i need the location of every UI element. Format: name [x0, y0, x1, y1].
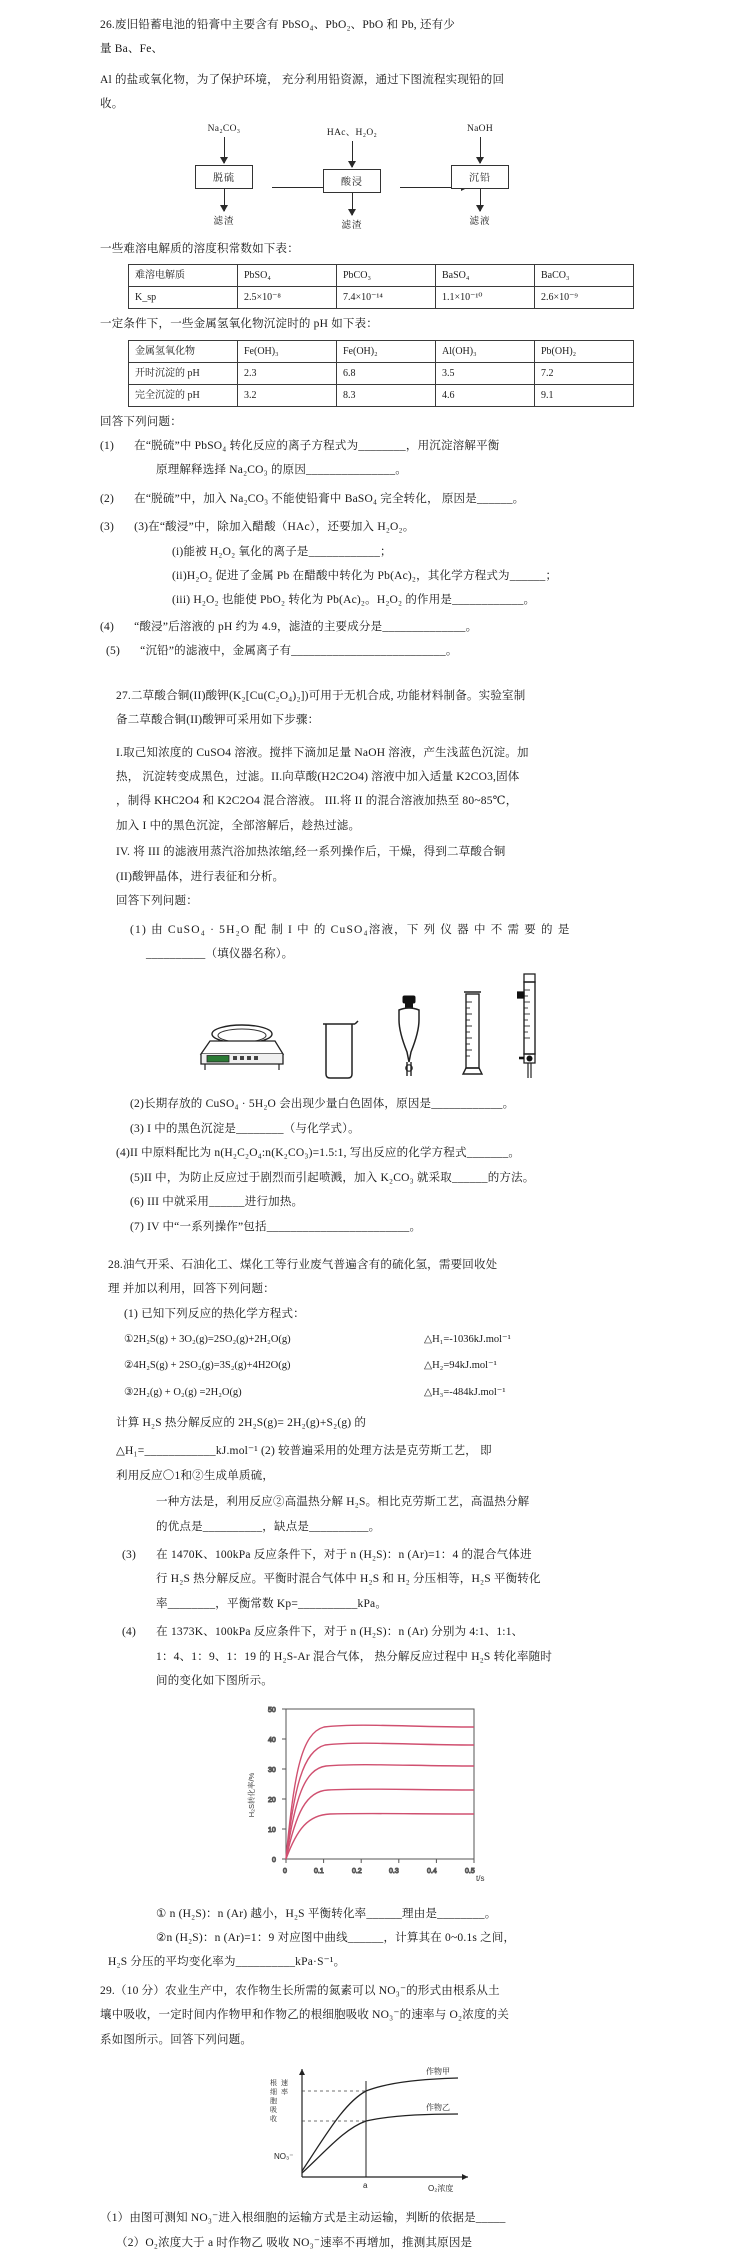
equation-1-text: 2H₂S(g) + 3O₂(g)=2SO₂(g)+2H₂O(g)	[133, 1334, 291, 1346]
equation-3-lhs	[124, 1380, 424, 1406]
table2-start-0: 2.3	[238, 362, 337, 384]
q28-chart-question-2: ②n (H₂S)：n (Ar)=1：9 对应图中曲线______，计算其在 0~0.1s 之间，	[156, 1932, 516, 1944]
q26-item-1	[100, 435, 640, 457]
q26-stem-line2: 量 Ba、Fe、	[100, 43, 164, 56]
lead-recovery-flowchart	[100, 124, 640, 232]
q26-item-3-sub-2: (ii)H₂O₂ 促进了金属 Pb 在醋酸中转化为 Pb(Ac)₂，其化学方程式为______；	[172, 570, 558, 583]
q28-stem-line1: 28.油气开采、石油化工、煤化工等行业废气普遍含有的硫化氢，需要回收处	[108, 1258, 498, 1271]
q28-calc-line4: 一种方法是，利用反应②高温热分解 H₂S。相比克劳斯工艺，高温热分解	[156, 1496, 530, 1509]
flow-out-arrow-1	[224, 189, 225, 211]
svg-text:作物乙: 作物乙	[426, 2103, 450, 2113]
table1-col-2: BaSO₄	[436, 265, 535, 287]
q26-item-3-sub-3: (iii) H₂O₂ 也能使 PbO₂ 转化为 Pb(Ac)₂。H₂O₂ 的作用是____________。	[172, 594, 536, 607]
equation-2-enthalpy: △H₂=94kJ.mol⁻¹	[424, 1360, 497, 1372]
table-row	[129, 362, 634, 384]
flow-output-3: 滤液	[469, 216, 491, 227]
q26-item-3-num: (3)	[100, 521, 115, 534]
flow-output-2: 滤渣	[341, 220, 363, 231]
curve-crop-b	[302, 2114, 458, 2173]
svg-text:O₂浓度: O₂浓度	[428, 2184, 454, 2194]
svg-text:40: 40	[268, 1736, 276, 1744]
q27-proc-line2: 热， 沉淀转变成黑色，过滤。II.向草酸(H2C2O4) 溶液中加入适量 K2CO3,固体	[116, 771, 520, 784]
svg-text:速: 速	[281, 2080, 288, 2088]
q26-stem-line4: 收。	[100, 98, 124, 111]
table-row	[129, 384, 634, 406]
graduated-cylinder-icon	[457, 988, 487, 1089]
table2-start-1: 6.8	[337, 362, 436, 384]
q28-item-3-num: (3)	[122, 1549, 137, 1562]
table2-complete-2: 4.6	[436, 384, 535, 406]
question-29	[100, 1980, 640, 2254]
q26-answer-prompt: 回答下列问题：	[100, 415, 182, 428]
table2-col-3: Pb(OH)₂	[535, 340, 634, 362]
svg-text:H₂S转化率/%: H₂S转化率/%	[247, 1772, 256, 1817]
q26-stem-line1: 26.废旧铅蓄电池的铅膏中主要含有 PbSO₄、PbO₂、PbO 和 Pb, 还有少	[100, 19, 456, 31]
q27-proc-line4: 加入 I 中的黑色沉淀，全部溶解后，趁热过滤。	[116, 819, 361, 832]
q26-stem-line3: Al 的盐或氧化物，为了保护环境， 充分利用铅资源，通过下图流程实现铅的回	[100, 73, 505, 86]
q26-item-2	[100, 488, 640, 510]
table1-row-header-1: K_sp	[129, 287, 238, 309]
table1-col-3: BaCO₃	[535, 265, 634, 287]
table2-complete-0: 3.2	[238, 384, 337, 406]
table1-col-0: PbSO₄	[238, 265, 337, 287]
flow-output-1: 滤渣	[213, 216, 235, 227]
svg-text:0: 0	[272, 1856, 276, 1864]
table1-val-2: 1.1×10⁻¹⁰	[436, 287, 535, 309]
flow-step-1	[176, 124, 272, 227]
table-row	[129, 265, 634, 287]
flow-reagent-1: Na₂CO₃	[207, 123, 241, 134]
q29-stem-line2: 壤中吸收，一定时间内作物甲和作物乙的根细胞吸收 NO₃⁻的速率与 O₂浓度的关	[100, 2009, 510, 2022]
q28-calc-line1: 计算 H₂S 热分解反应的 2H₂S(g)= 2H₂(g)+S₂(g) 的	[116, 1416, 367, 1429]
table2-col-2: Al(OH)₃	[436, 340, 535, 362]
flow-reagent-3: NaOH	[467, 123, 493, 134]
table2-col-1: Fe(OH)₂	[337, 340, 436, 362]
svg-text:t/s: t/s	[476, 1873, 485, 1883]
table2-complete-1: 8.3	[337, 384, 436, 406]
svg-text:50: 50	[268, 1706, 276, 1714]
flow-out-arrow-3	[480, 189, 481, 211]
equation-2-text: 4H₂S(g) + 2SO₂(g)=3S₂(g)+4H2O(g)	[133, 1360, 291, 1372]
q26-item-5-line1: “沉铅”的滤液中，金属离子有__________________________。	[140, 645, 458, 658]
solubility-product-table	[128, 264, 634, 309]
q27-answer-prompt: 回答下列问题：	[116, 895, 198, 908]
q28-calc-line3: 利用反应〇1和②生成单质硫，	[116, 1469, 275, 1482]
q26-item-4-line1: “酸浸”后溶液的 pH 约为 4.9，滤渣的主要成分是______________。	[134, 620, 478, 633]
q27-proc-line1: I.取己知浓度的 CuSO4 溶液。搅拌下滴加足量 NaOH 溶液，产生浅蓝色沉淀。加	[116, 746, 529, 759]
table-row	[129, 340, 634, 362]
equation-3-text: 2H₂(g) + O₂(g) =2H₂O(g)	[133, 1386, 242, 1398]
equation-2-mark: ②	[124, 1360, 134, 1372]
equation-2-lhs	[124, 1353, 424, 1379]
question-27	[100, 685, 640, 1238]
table2-col-0: Fe(OH)₃	[238, 340, 337, 362]
q28-item-3-line2: 行 H₂S 热分解反应。平衡时混合气体中 H₂S 和 H₂ 分压相等，H₂S 平衡转化	[156, 1573, 541, 1586]
svg-text:0.1: 0.1	[314, 1867, 324, 1875]
svg-text:NO₃⁻: NO₃⁻	[274, 2152, 294, 2162]
q27-item-1-line2: __________（填仪器名称）。	[146, 947, 294, 960]
table1-val-3: 2.6×10⁻⁹	[535, 287, 634, 309]
flow-in-arrow-2	[352, 141, 353, 167]
q26-item-3	[100, 516, 640, 538]
table-row	[129, 287, 634, 309]
nitrate-uptake-chart	[100, 2055, 640, 2205]
thermochem-equation-1	[100, 1327, 640, 1353]
table1-row-header-0: 难溶电解质	[129, 265, 238, 287]
svg-text:吸: 吸	[270, 2107, 277, 2115]
q27-proc-line6: (II)酸钾晶体，进行表征和分析。	[116, 870, 285, 883]
thermochem-equation-3	[100, 1380, 640, 1406]
q28-item-3-line3: 率________，平衡常数 Kp=__________kPa。	[156, 1597, 388, 1610]
q29-stem-line3: 系如图所示。回答下列问题。	[100, 2033, 253, 2046]
svg-text:a: a	[363, 2181, 368, 2191]
q28-item-4-line3: 间的变化如下图所示。	[156, 1675, 273, 1688]
q27-proc-line3: ，制得 KHC2O4 和 K2C2O4 混合溶液。 III.将 II 的混合溶液加热至 80~85℃，	[116, 795, 518, 808]
svg-text:0.5: 0.5	[465, 1867, 475, 1875]
equation-1-enthalpy: △H₁=-1036kJ.mol⁻¹	[424, 1334, 511, 1346]
table2-start-3: 7.2	[535, 362, 634, 384]
q27-stem-line1: 27.二草酸合铜(II)酸钾(K₂[Cu(C₂O₄)₂])可用于无机合成, 功能材料制备。实验室制	[116, 689, 526, 702]
h2s-conversion-chart	[100, 1699, 640, 1899]
svg-text:10: 10	[268, 1826, 276, 1834]
q26-item-4	[100, 616, 640, 638]
flow-out-arrow-2	[352, 193, 353, 215]
nitrate-uptake-svg	[240, 2055, 500, 2205]
q29-item-1: （1）由图可测知 NO₃⁻进入根细胞的运输方式是主动运输，判断的依据是_____	[100, 2212, 506, 2225]
svg-text:胞: 胞	[270, 2098, 277, 2106]
q27-item-5: (5)II 中，为防止反应过于剧烈而引起喷溅，加入 K₂CO₃ 就采取______的方法。	[130, 1171, 535, 1184]
q28-item-3-line1	[100, 1544, 640, 1566]
svg-text:0: 0	[283, 1867, 287, 1875]
flow-in-arrow-1	[224, 137, 225, 163]
q28-chart-question-3: H₂S 分压的平均变化率为__________kPa·S⁻¹。	[108, 1956, 346, 1969]
q26-item-2-line1: 在“脱硫”中，加入 Na₂CO₃ 不能使铅膏中 BaSO₄ 完全转化， 原因是______。	[134, 492, 525, 505]
flow-box-1: 脱硫	[195, 165, 253, 189]
question-28	[100, 1254, 640, 1974]
flow-in-arrow-3	[480, 137, 481, 163]
q28-item-4-line2: 1：4、1：9、1：19 的 H₂S-Ar 混合气体， 热分解反应过程中 H₂S 转化率随时	[156, 1650, 553, 1663]
apparatus-illustrations	[100, 971, 640, 1089]
burette-icon	[513, 972, 545, 1089]
q27-stem-line2: 备二草酸合铜(II)酸钾可采用如下步骤：	[116, 714, 320, 727]
q26-item-2-num: (2)	[100, 492, 115, 505]
table2-start-2: 3.5	[436, 362, 535, 384]
equation-3-enthalpy: △H₃=-484kJ.mol⁻¹	[424, 1386, 506, 1398]
svg-text:20: 20	[268, 1796, 276, 1804]
q28-item-3-text-1: 在 1470K、100kPa 反应条件下，对于 n (H₂S)：n (Ar)=1：4 的混合气体进	[156, 1549, 532, 1562]
curve-crop-a	[302, 2078, 458, 2171]
q29-item-2: （2）O₂浓度大于 a 时作物乙 吸收 NO₃⁻速率不再增加，推测其原因是	[116, 2236, 473, 2249]
q26-item-4-num: (4)	[100, 620, 115, 633]
q28-calc-line2: △H₁=____________kJ.mol⁻¹ (2) 较普遍采用的处理方法是克劳斯工艺， 即	[116, 1445, 492, 1458]
q26-item-3-sub-1: (i)能被 H₂O₂ 氧化的离子是____________；	[172, 545, 392, 558]
page-body	[100, 0, 640, 2254]
equation-1-mark: ①	[124, 1334, 134, 1346]
q28-item-4-num: (4)	[122, 1626, 137, 1639]
q27-item-6: (6) III 中就采用______进行加热。	[130, 1196, 304, 1209]
q28-item-4-line1	[100, 1621, 640, 1643]
q26-item-1-line1: 在“脱硫”中 PbSO₄ 转化反应的离子方程式为________，用沉淀溶解平衡	[134, 439, 500, 452]
flow-step-2	[304, 124, 400, 231]
table2-row-header-1: 开时沉淀的 pH	[129, 362, 238, 384]
separating-funnel-icon	[387, 994, 431, 1089]
q26-item-1-num: (1)	[100, 439, 115, 452]
flow-step-3	[432, 124, 528, 227]
q27-item-1-line1: (1) 由 CuSO₄ · 5H₂O 配 制 I 中 的 CuSO₄溶液，下 列 仪 器 中 不 需 要 的 是	[130, 923, 571, 936]
table2-row-header-2: 完全沉淀的 pH	[129, 384, 238, 406]
svg-text:作物甲: 作物甲	[426, 2067, 450, 2077]
svg-text:0.2: 0.2	[352, 1867, 362, 1875]
svg-text:率: 率	[281, 2089, 288, 2097]
table1-val-1: 7.4×10⁻¹⁴	[337, 287, 436, 309]
table2-row-header-0: 金属氢氧化物	[129, 340, 238, 362]
q28-item-4-text-1: 在 1373K、100kPa 反应条件下，对于 n (H₂S)：n (Ar) 分别为 4:1、1:1、	[156, 1626, 524, 1639]
table1-col-1: PbCO₃	[337, 265, 436, 287]
hydroxide-ph-table	[128, 340, 634, 407]
svg-text:根: 根	[270, 2080, 277, 2088]
q28-stem-line2: 理 并加以利用，回答下列问题：	[108, 1283, 275, 1296]
q26-item-5-num: (5)	[106, 645, 121, 658]
equation-1-lhs	[124, 1327, 424, 1353]
q27-proc-line5: IV. 将 III 的滤液用蒸汽浴加热浓缩,经一系列操作后，干燥，得到二草酸合铜	[116, 846, 506, 859]
q26-item-1-line2: 原理解释选择 Na₂CO₃ 的原因_______________。	[156, 464, 408, 477]
q27-item-7: (7) IV 中“一系列操作”包括________________________。	[130, 1220, 422, 1233]
q27-item-3: (3) I 中的黑色沉淀是________（与化学式）。	[130, 1122, 360, 1135]
flow-box-3: 沉铅	[451, 165, 509, 189]
q28-sub1-label: (1) 已知下列反应的热化学方程式：	[124, 1307, 305, 1320]
flow-reagent-2: HAc、H₂O₂	[326, 127, 378, 138]
q28-calc-line5: 的优点是__________，缺点是__________。	[156, 1520, 381, 1533]
h2s-conversion-svg	[240, 1699, 500, 1899]
q26-item-5	[100, 640, 640, 662]
question-26	[100, 14, 640, 663]
svg-text:30: 30	[268, 1766, 276, 1774]
svg-text:细: 细	[270, 2089, 277, 2097]
q26-table2-caption: 一定条件下，一些金属氢氧化物沉淀时的 pH 如下表：	[100, 318, 379, 331]
q29-stem-line1: 29.（10 分）农业生产中，农作物生长所需的氮素可以 NO₃⁻的形式由根系从土	[100, 1984, 500, 1997]
q26-item-3-line1: (3)在“酸浸”中，除加入醋酸（HAc），还要加入 H₂O₂。	[134, 521, 415, 534]
svg-text:收: 收	[270, 2116, 277, 2124]
equation-3-mark: ③	[124, 1386, 134, 1398]
q28-chart-question-1: ① n (H₂S)：n (Ar) 越小，H₂S 平衡转化率______理由是________。	[156, 1907, 497, 1920]
q26-table1-caption: 一些难溶电解质的溶度积常数如下表：	[100, 242, 299, 255]
electronic-balance-icon	[195, 1014, 291, 1089]
table2-complete-3: 9.1	[535, 384, 634, 406]
svg-text:0.4: 0.4	[427, 1867, 437, 1875]
beaker-icon	[317, 1012, 361, 1089]
thermochem-equation-2	[100, 1353, 640, 1379]
table1-val-0: 2.5×10⁻⁸	[238, 287, 337, 309]
q27-item-2: (2)长期存放的 CuSO₄ · 5H₂O 会出现少量白色固体，原因是____________。	[130, 1098, 515, 1111]
q27-item-4: (4)II 中原料配比为 n(H₂C₂O₄:n(K₂CO₃)=1.5:1, 写出反应的化学方程式_______。	[116, 1147, 521, 1160]
flow-box-2: 酸浸	[323, 169, 381, 193]
svg-text:0.3: 0.3	[389, 1867, 399, 1875]
